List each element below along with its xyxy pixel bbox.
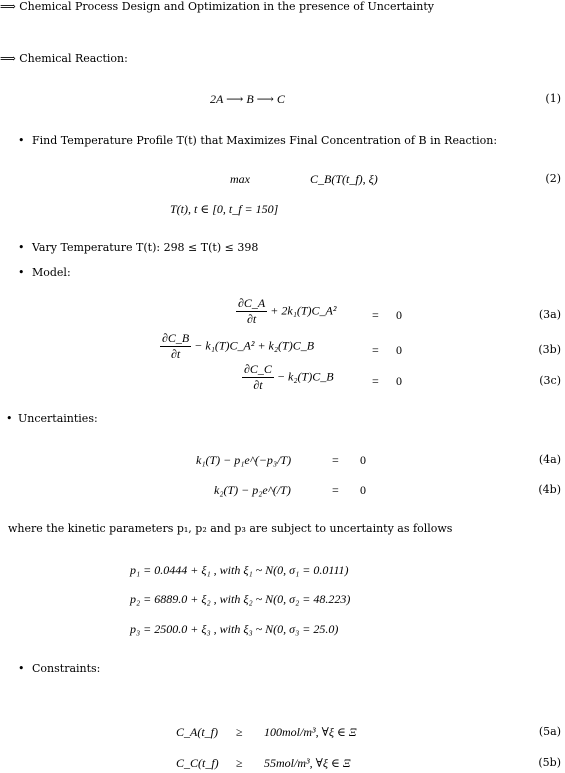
equation-max: max bbox=[230, 172, 250, 186]
bullet-icon: • bbox=[18, 662, 25, 675]
parameter-line: p₂ = 6889.0 + ξ₂ , with ξ₂ ~ N(0, σ₂ = 48.223) bbox=[130, 592, 351, 606]
equation-number: (4a) bbox=[538, 453, 561, 466]
bullet-text-uncertainties: Uncertainties: bbox=[18, 412, 98, 425]
fraction-denominator: ∂t bbox=[253, 378, 263, 392]
equation-number: (3c) bbox=[539, 374, 561, 387]
bullet-text-constraints: Constraints: bbox=[32, 662, 101, 675]
equation-reaction: 2A ⟶ B ⟶ C bbox=[210, 92, 285, 106]
equation-rest: − k₁(T)C_A² + k₂(T)C_B bbox=[194, 338, 315, 353]
constraint-relation: ≥ bbox=[236, 725, 243, 739]
fraction-numerator: ∂C_C bbox=[244, 362, 272, 376]
equals-sign: = bbox=[372, 374, 379, 388]
constraint-rhs: 55mol/m³, ∀ξ ∈ Ξ bbox=[264, 756, 351, 770]
fraction-numerator: ∂C_B bbox=[162, 331, 190, 345]
bullet-text-vary: Vary Temperature T(t): 298 ≤ T(t) ≤ 398 bbox=[32, 241, 259, 254]
equals-sign: = bbox=[372, 308, 379, 322]
uncertainty-equation-4b: k₂(T) − p₂e^(/T) bbox=[214, 483, 291, 497]
model-equation-3c bbox=[242, 362, 334, 393]
fraction-numerator: ∂C_A bbox=[238, 296, 266, 310]
fraction-denominator: ∂t bbox=[247, 312, 257, 326]
parameter-line: p₁ = 0.0444 + ξ₁ , with ξ₁ ~ N(0, σ₁ = 0.0111) bbox=[130, 563, 349, 577]
equation-number: (3a) bbox=[538, 308, 561, 321]
rhs-value: 0 bbox=[396, 343, 402, 357]
equation-domain: T(t), t ∈ [0, t_f = 150] bbox=[170, 202, 279, 216]
equals-sign: = bbox=[332, 453, 339, 467]
equation-rest: − k₂(T)C_B bbox=[276, 369, 334, 384]
paragraph-text: where the kinetic parameters p₁, p₂ and p₃ are subject to uncertainty as follows bbox=[8, 522, 453, 535]
model-equation-3b bbox=[160, 331, 314, 362]
rhs-value: 0 bbox=[360, 483, 366, 497]
fraction bbox=[242, 362, 274, 393]
equation-rest: + 2k₁(T)C_A² bbox=[270, 303, 337, 318]
equals-sign: = bbox=[372, 343, 379, 357]
fraction-denominator: ∂t bbox=[171, 347, 181, 361]
fraction bbox=[236, 296, 267, 327]
bullet-text-find: Find Temperature Profile T(t) that Maximizes Final Concentration of B in Reaction: bbox=[32, 134, 498, 147]
equation-number: (3b) bbox=[538, 343, 561, 356]
equation-number: (1) bbox=[545, 92, 561, 105]
constraint-relation: ≥ bbox=[236, 756, 243, 770]
bullet-icon: • bbox=[18, 241, 25, 254]
equation-number: (5a) bbox=[538, 725, 561, 738]
model-equation-3a bbox=[236, 296, 336, 327]
bullet-icon: • bbox=[6, 412, 13, 425]
constraint-lhs: C_A(t_f) bbox=[176, 725, 218, 739]
subsection-title: ⟹ Chemical Reaction: bbox=[0, 52, 128, 65]
constraint-rhs: 100mol/m³, ∀ξ ∈ Ξ bbox=[264, 725, 357, 739]
equation-number: (5b) bbox=[538, 756, 561, 769]
bullet-text-model: Model: bbox=[32, 266, 71, 279]
equals-sign: = bbox=[332, 483, 339, 497]
uncertainty-equation-4a: k₁(T) − p₁e^(−p₃/T) bbox=[196, 453, 292, 467]
equation-objective: C_B(T(t_f), ξ) bbox=[310, 172, 378, 186]
equation-number: (4b) bbox=[538, 483, 561, 496]
fraction bbox=[160, 331, 191, 362]
equation-number: (2) bbox=[545, 172, 561, 185]
constraint-lhs: C_C(t_f) bbox=[176, 756, 219, 770]
bullet-icon: • bbox=[18, 266, 25, 279]
bullet-icon: • bbox=[18, 134, 25, 147]
rhs-value: 0 bbox=[396, 308, 402, 322]
section-title: ⟹ Chemical Process Design and Optimization in the presence of Uncertainty bbox=[0, 0, 434, 13]
rhs-value: 0 bbox=[396, 374, 402, 388]
parameter-line: p₃ = 2500.0 + ξ₃ , with ξ₃ ~ N(0, σ₃ = 25.0) bbox=[130, 622, 339, 636]
rhs-value: 0 bbox=[360, 453, 366, 467]
